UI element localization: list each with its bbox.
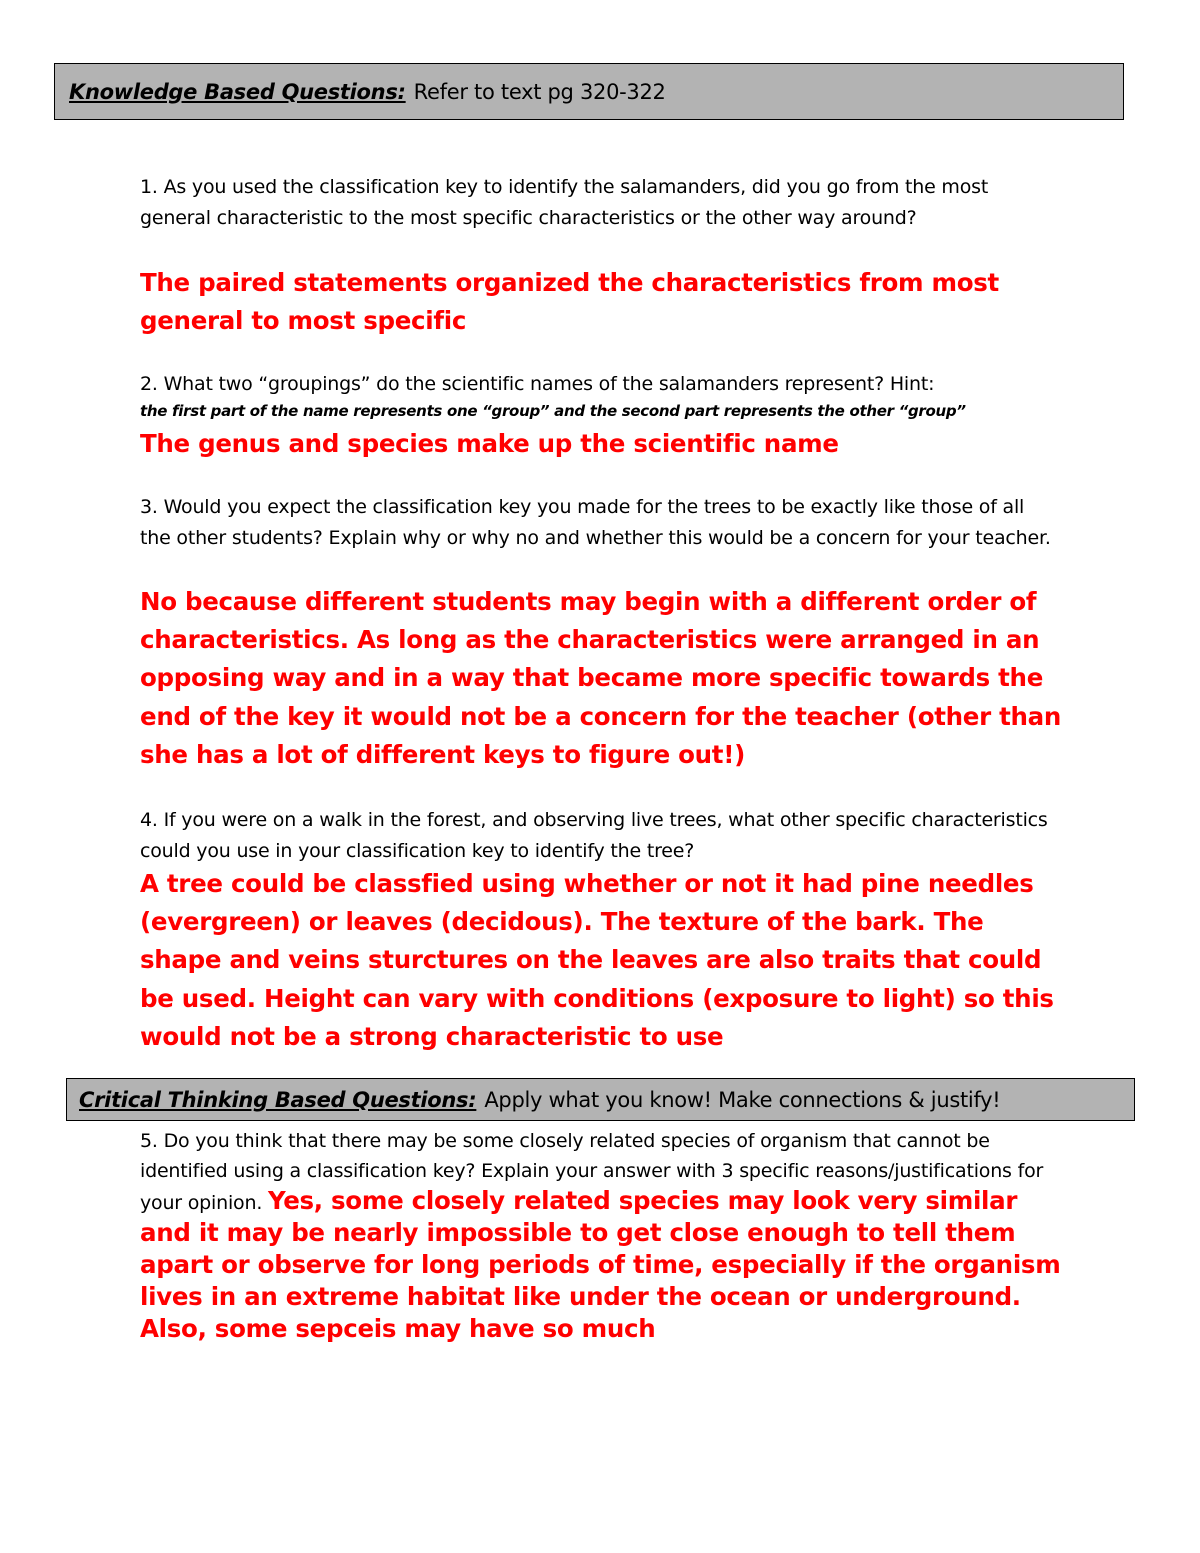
question-2-hint: the first part of the name represents one “group” and the second part represents the other “group”: [140, 401, 966, 420]
answer-1: The paired statements organized the characteristics from most general to most specific: [140, 268, 999, 336]
question-5-text: 5. Do you think that there may be some closely related species of organism that cannot be identified using a classification key? Explain your answer with 3 specific reasons/justifications for your opinion.: [140, 1130, 1044, 1214]
question-2: [140, 369, 1060, 422]
question-3: 3. Would you expect the classification key you made for the trees to be exactly like those of all the other students? Explain why or why no and whether this would be a concern for your teacher.: [140, 496, 1051, 549]
question-4: 4. If you were on a walk in the forest, and observing live trees, what other specific characteristics could you use in your classification key to identify the tree?: [140, 809, 1048, 862]
answer-2: The genus and species make up the scientific name: [140, 429, 839, 458]
knowledge-section-header: [54, 63, 1124, 120]
answer-3: No because different students may begin with a different order of characteristics. As long as the characteristics were arranged in an opposing way and in a way that became more specific towards the end of the key it would not be a concern for the teacher (other than she has a lot of different keys to figure out!): [140, 587, 1062, 769]
question-5: [140, 1126, 1070, 1346]
critical-thinking-section-label: Critical Thinking Based Questions:: [79, 1087, 477, 1112]
critical-thinking-section-header: [66, 1078, 1135, 1121]
knowledge-section-note: Refer to text pg 320-322: [413, 79, 666, 104]
question-1: 1. As you used the classification key to identify the salamanders, did you go from the most general characteristic to the most specific characteristics or the other way around?: [140, 176, 989, 229]
answer-4: A tree could be classfied using whether or not it had pine needles (evergreen) or leaves (decidous). The texture of the bark. The shape and veins sturctures on the leaves are also traits that could be used. Height can vary with conditions (exposure to light) so this would not be a strong characteristic to use: [140, 869, 1054, 1051]
answer-5: Yes, some closely related species may look very similar and it may be nearly impossible to get close enough to tell them apart or observe for long periods of time, especially if the organism lives in an extreme habitat like under the ocean or underground. Also, some sepceis may have so much: [140, 1186, 1061, 1343]
knowledge-section-label: Knowledge Based Questions:: [69, 79, 406, 104]
question-2-text: 2. What two “groupings” do the scientific names of the salamanders represent? Hint:: [140, 373, 935, 395]
critical-thinking-section-note: Apply what you know! Make connections & justify!: [484, 1087, 1001, 1112]
